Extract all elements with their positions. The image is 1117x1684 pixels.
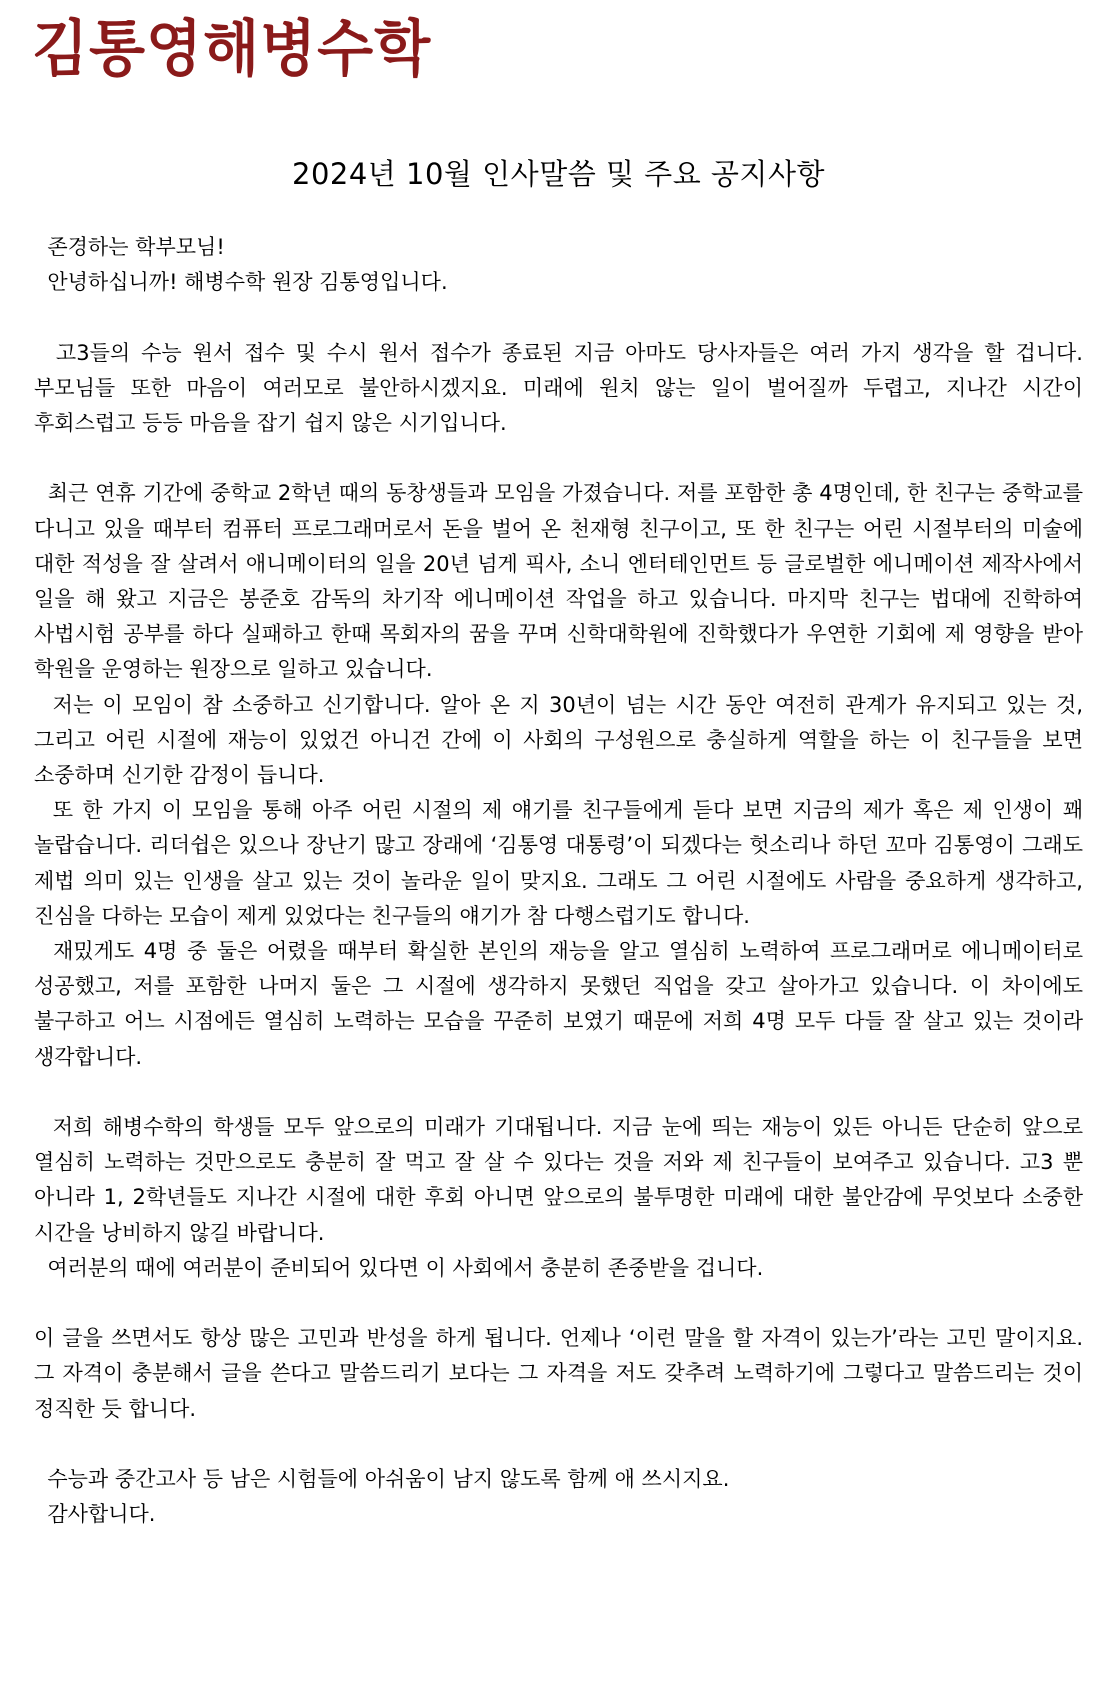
paragraph-gap bbox=[34, 1286, 1083, 1321]
body-paragraph-reunion: 최근 연휴 기간에 중학교 2학년 때의 동창생들과 모임을 가졌습니다. 저를 포함한 총 4명인데, 한 친구는 중학교를 다니고 있을 때부터 컴퓨터 프로그래머로서 돈을 벌어 온 천재형 친구이고, 또 한 친구는 어린 시절부터의 미술에 대한 적성을 잘 살려서 애니메이터의 일을 20년 넘게 픽사, 소니 엔터테인먼트 등 글로벌한 에니메이션 제작사에서 일을 해 왔고 지금은 봉준호 감독의 차기작 에니메이션 작업을 하고 있습니다. 마지막 친구는 법대에 진학하여 사법시험 공부를 하다 실패하고 한때 목회자의 꿈을 꾸며 신학대학원에 진학했다가 우연한 기회에 제 영향을 받아 학원을 운영하는 원장으로 일하고 있습니다. bbox=[34, 481, 1090, 682]
body-paragraph-careers: 재밌게도 4명 중 둘은 어렸을 때부터 확실한 본인의 재능을 알고 열심히 노력하여 프로그래머로 에니메이터로 성공했고, 저를 포함한 나머지 둘은 그 시절에 생각하지 못했던 직업을 갖고 살아가고 있습니다. 이 차이에도 불구하고 어느 시점에든 열심히 노력하는 모습을 꾸준히 보였기 때문에 저희 4명 모두 다들 잘 살고 있는 것이라 생각합니다. bbox=[34, 939, 1090, 1069]
body-paragraph-reflection: 이 글을 쓰면서도 항상 많은 고민과 반성을 하게 됩니다. 언제나 ‘이런 말을 할 자격이 있는가’라는 고민 말이지요. 그 자격이 충분해서 글을 쓴다고 말씀드리기 보다는 그 자격을 저도 갖추려 노력하기에 그렇다고 말씀드리는 것이 정직한 듯 합니다. bbox=[34, 1326, 1090, 1421]
letter-body bbox=[34, 230, 1090, 1532]
body-paragraph-childhood: 또 한 가지 이 모임을 통해 아주 어린 시절의 제 얘기를 친구들에게 듣다 보면 지금의 제가 혹은 제 인생이 꽤 놀랍습니다. 리더쉽은 있으나 장난기 많고 장래에 ‘김통영 대통령’이 되겠다는 헛소리나 하던 꼬마 김통영이 그래도 제법 의미 있는 인생을 살고 있는 것이 놀라운 일이 맞지요. 그래도 그 어린 시절에도 사람을 중요하게 생각하고, 진심을 다하는 모습이 제게 있었다는 친구들의 얘기가 참 다행스럽기도 합니다. bbox=[34, 798, 1090, 928]
paragraph-gap bbox=[34, 300, 1083, 335]
document-title: 2024년 10월 인사말씀 및 주요 공지사항 bbox=[292, 157, 825, 191]
introduction-line: 안녕하십니까! 해병수학 원장 김통영입니다. bbox=[34, 270, 448, 295]
closing-line: 수능과 중간고사 등 남은 시험들에 아쉬움이 남지 않도록 함께 애 쓰시지요. bbox=[34, 1467, 730, 1492]
paragraph-gap bbox=[34, 441, 1083, 476]
body-paragraph-exam-season: 고3들의 수능 원서 접수 및 수시 원서 접수가 종료된 지금 아마도 당사자들은 여러 가지 생각을 할 겁니다. 부모님들 또한 마음이 여러모로 불안하시겠지요. 미래에 원치 않는 일이 벌어질까 두렵고, 지나간 시간이 후회스럽고 등등 마음을 잡기 쉽지 않은 시기입니다. bbox=[34, 340, 1090, 435]
academy-logo: 김통영해병수학 bbox=[32, 12, 432, 85]
greeting-line: 존경하는 학부모님! bbox=[34, 235, 225, 259]
paragraph-gap bbox=[34, 1075, 1083, 1110]
body-paragraph-students: 저희 해병수학의 학생들 모두 앞으로의 미래가 기대됩니다. 지금 눈에 띄는 재능이 있든 아니든 단순히 앞으로 열심히 노력하는 것만으로도 충분히 잘 먹고 잘 살 수 있다는 것을 저와 제 친구들이 보여주고 있습니다. 고3 뿐 아니라 1, 2학년들도 지나간 시절에 대한 후회 아니면 앞으로의 불투명한 미래에 대한 불안감에 무엇보다 소중한 시간을 낭비하지 않길 바랍니다. bbox=[34, 1115, 1090, 1245]
body-paragraph-respect: 여러분의 때에 여러분이 준비되어 있다면 이 사회에서 충분히 존중받을 겁니다. bbox=[34, 1255, 764, 1280]
body-paragraph-friendship: 저는 이 모임이 참 소중하고 신기합니다. 알아 온 지 30년이 넘는 시간 동안 여전히 관계가 유지되고 있는 것, 그리고 어린 시절에 재능이 있었건 아니건 간에 이 사회의 구성원으로 충실하게 역할을 하는 이 친구들을 보면 소중하며 신기한 감정이 듭니다. bbox=[34, 692, 1090, 788]
paragraph-gap bbox=[34, 1427, 1083, 1462]
thanks-line: 감사합니다. bbox=[34, 1502, 156, 1527]
